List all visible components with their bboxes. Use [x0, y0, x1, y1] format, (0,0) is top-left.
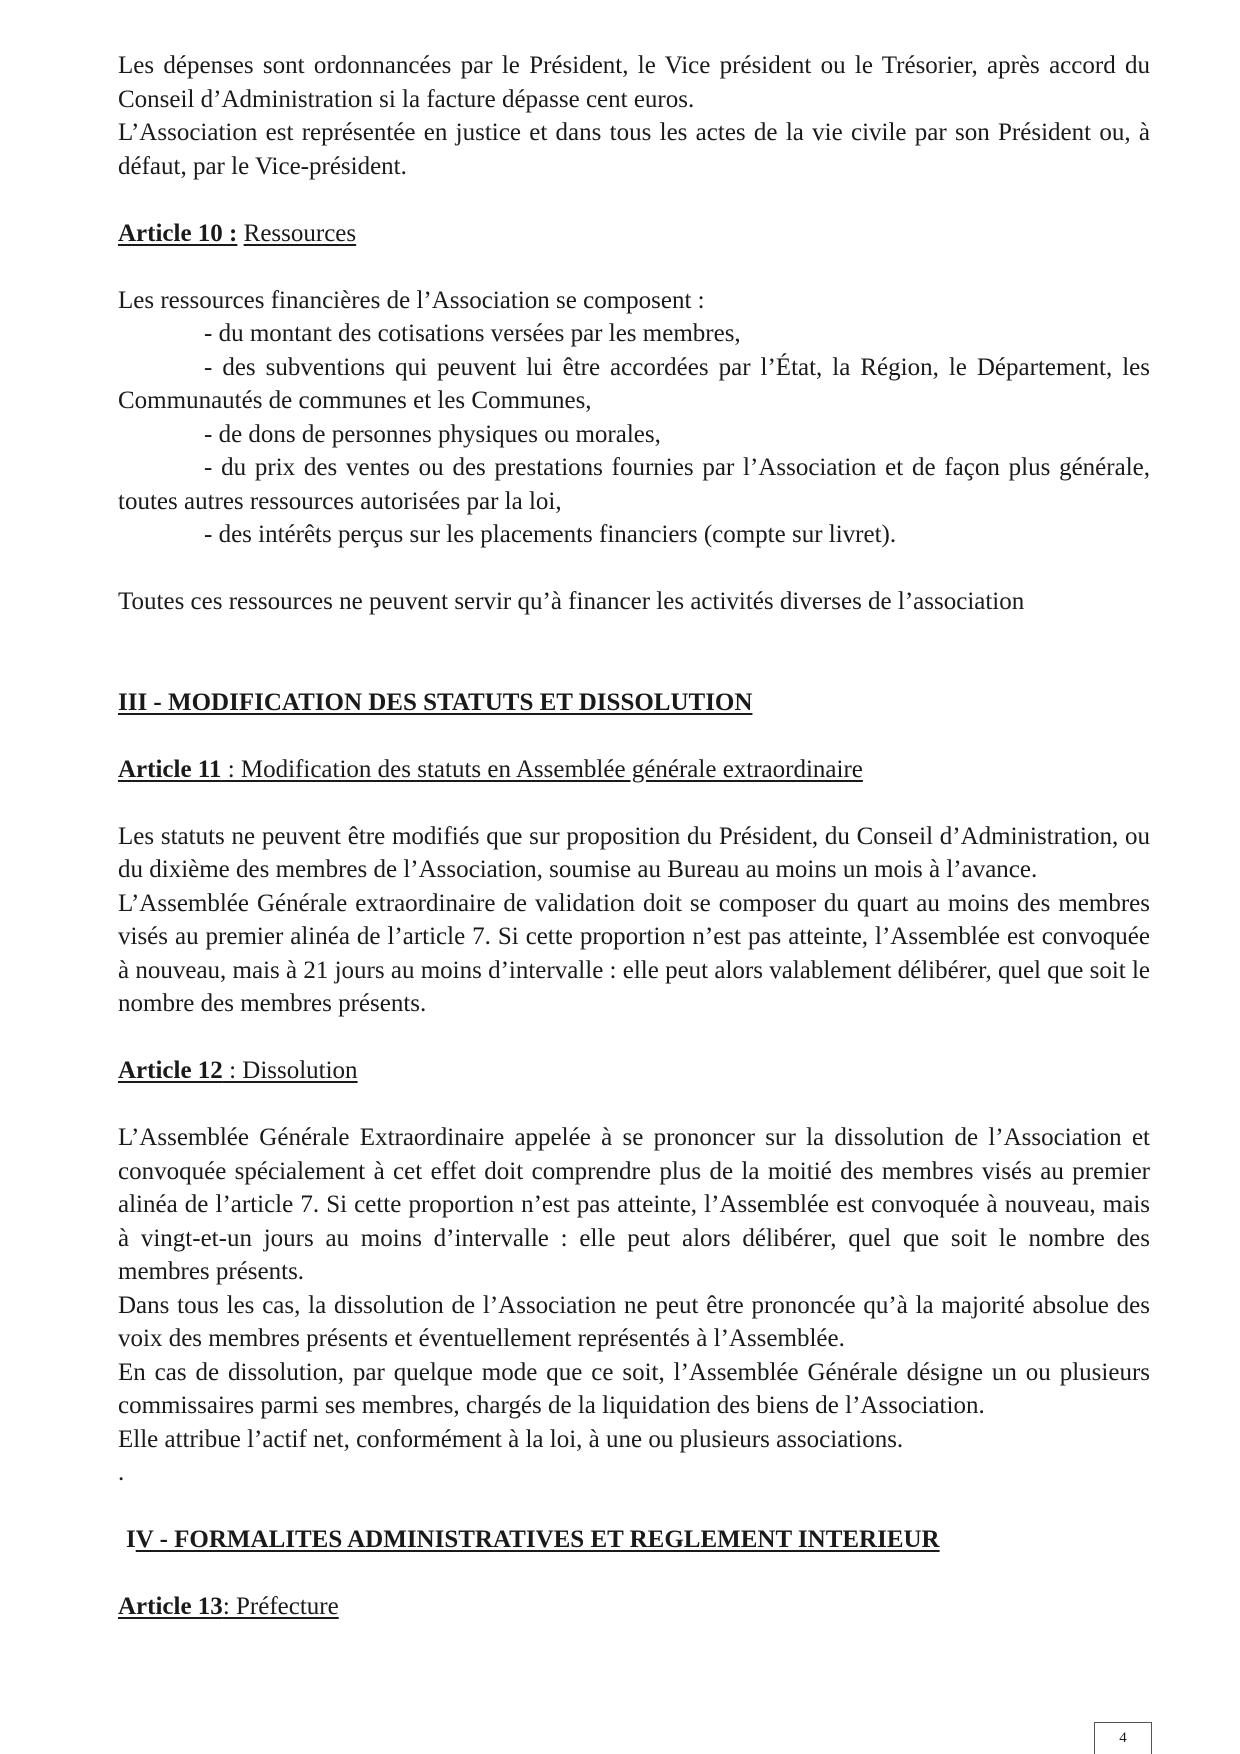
article-13-title: : Préfecture: [222, 1593, 339, 1620]
article-12-paragraph-3: En cas de dissolution, par quelque mode que ce soit, l’Assemblée Générale désigne un ou plusieurs commissaires parmi ses membres, chargés de la liquidation des biens de l’Association.: [118, 1358, 1150, 1419]
list-item: - de dons de personnes physiques ou morales,: [204, 420, 661, 448]
article-11-paragraph-2: L’Assemblée Générale extraordinaire de validation doit se composer du quart au moins des membres visés au premier alinéa de l’article 7. Si cette proportion n’est pas atteinte, l’Assemblée est convoquée à nouveau, mais à 21 jours au moins d’intervalle : elle peut alors valablement délibérer, quel que soit le nombre des membres présents.: [118, 889, 1151, 1017]
article-12-paragraph-5: .: [118, 1459, 125, 1486]
section-4-heading-first: I: [126, 1526, 136, 1553]
list-item: - du montant des cotisations versées par les membres,: [204, 320, 741, 347]
article-11-heading: [118, 753, 1150, 787]
list-item: - des subventions qui peuvent lui être accordées par l’État, la Région, le Département, les Communautés de communes et les Communes,: [118, 353, 1150, 414]
article-10-closing: Toutes ces ressources ne peuvent servir qu’à financer les activités diverses de l’association: [118, 588, 1025, 615]
section-3-heading: III - MODIFICATION DES STATUTS ET DISSOLUTION: [118, 688, 753, 716]
section-4-heading: [118, 1523, 1150, 1557]
article-12-paragraph-4: Elle attribue l’actif net, conformément à la loi, à une ou plusieurs associations.: [118, 1425, 904, 1453]
document-page: [118, 49, 1150, 1624]
section-4-heading-rest: V - FORMALITES ADMINISTRATIVES ET REGLEMENT INTERIEUR: [135, 1526, 940, 1553]
article-13-label: Article 13: [118, 1593, 223, 1620]
article-11-title: : Modification des statuts en Assemblée générale extraordinaire: [221, 755, 863, 783]
article-10-heading: [118, 217, 1150, 251]
list-item: - du prix des ventes ou des prestations fournies par l’Association et de façon plus générale, toutes autres ressources autorisées par la loi,: [118, 454, 1150, 515]
article-10-label: Article 10 :: [118, 219, 238, 247]
article-12-title: : Dissolution: [222, 1057, 358, 1084]
article-10-title: Ressources: [243, 219, 357, 247]
list-item: - des intérêts perçus sur les placements financiers (compte sur livret).: [204, 521, 897, 548]
article-10-lead: Les ressources financières de l’Association se composent :: [118, 286, 705, 314]
article-13-heading: [118, 1590, 1150, 1624]
article-11-label: Article 11: [118, 755, 222, 783]
intro-paragraph-1: Les dépenses sont ordonnancées par le Président, le Vice président ou le Trésorier, après accord du Conseil d’Administration si la facture dépasse cent euros.: [118, 52, 1150, 113]
article-12-label: Article 12: [118, 1057, 223, 1084]
article-12-heading: [118, 1054, 1150, 1088]
article-12-paragraph-2: Dans tous les cas, la dissolution de l’Association ne peut être prononcée qu’à la majorité absolue des voix des membres présents et éventuellement représentés à l’Assemblée.: [118, 1291, 1150, 1352]
page-number: 4: [1094, 1722, 1152, 1754]
article-11-paragraph-1: Les statuts ne peuvent être modifiés que sur proposition du Président, du Conseil d’Administration, ou du dixième des membres de l’Association, soumise au Bureau au moins un mois à l’avance.: [118, 822, 1150, 883]
article-12-paragraph-1: L’Assemblée Générale Extraordinaire appelée à se prononcer sur la dissolution de l’Association et convoquée spécialement à cet effet doit comprendre plus de la moitié des membres visés au premier alinéa de l’article 7. Si cette proportion n’est pas atteinte, l’Assemblée est convoquée à nouveau, mais à vingt-et-un jours au moins d’intervalle : elle peut alors délibérer, quel que soit le nombre des membres présents.: [118, 1124, 1150, 1285]
intro-paragraph-2: L’Association est représentée en justice et dans tous les actes de la vie civile par son Président ou, à défaut, par le Vice-président.: [118, 119, 1150, 180]
